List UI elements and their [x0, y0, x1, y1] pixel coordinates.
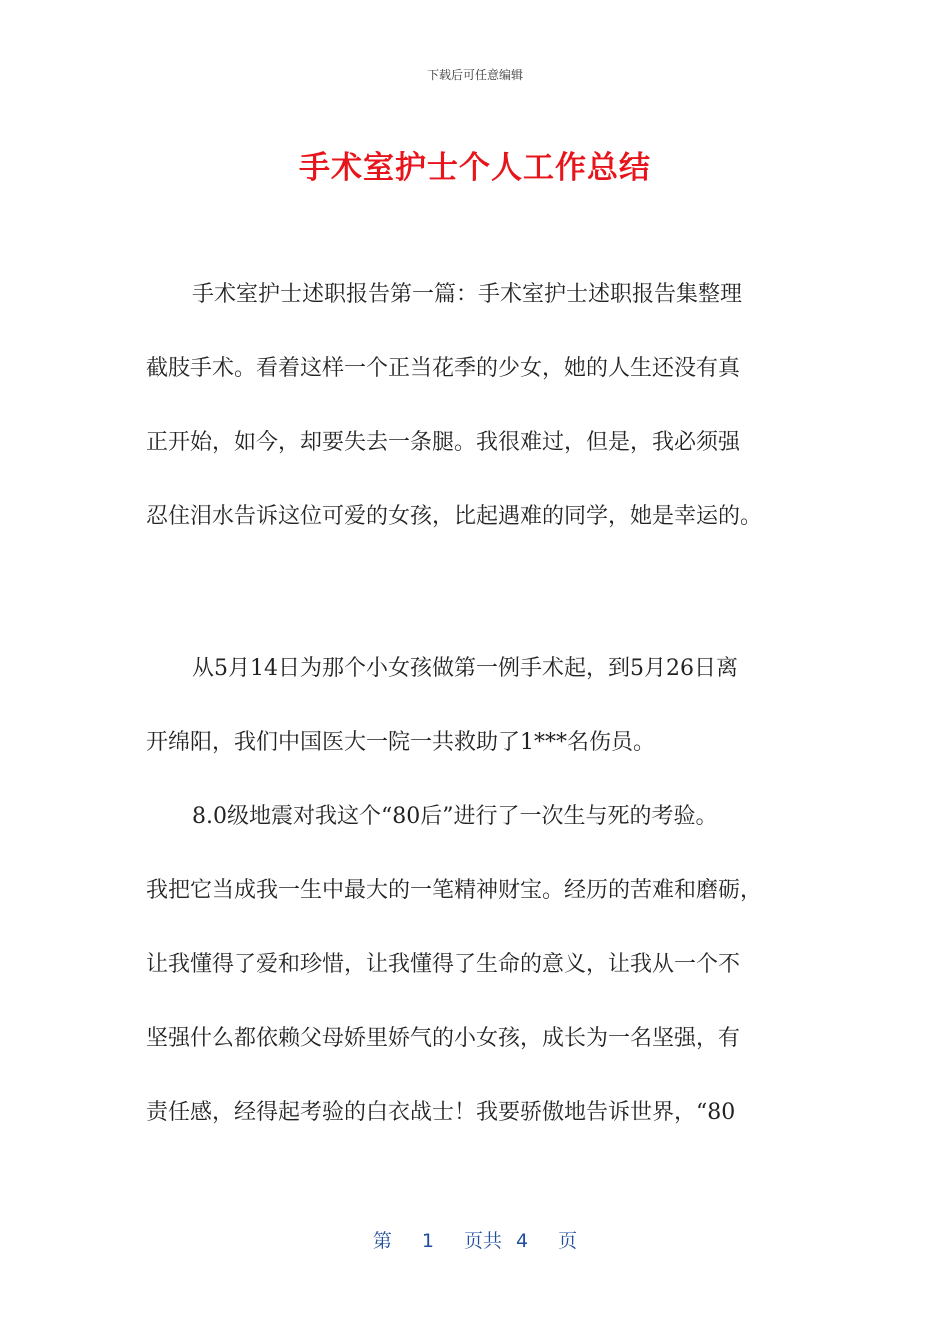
footer-page-prefix: 第: [372, 1230, 392, 1252]
paragraph-line: 手术室护士述职报告第一篇：手术室护士述职报告集整理: [192, 282, 743, 307]
paragraph-line: 正开始，如今，却要失去一条腿。我很难过，但是，我必须强: [146, 430, 741, 455]
footer-page-number: 1: [421, 1230, 434, 1252]
paragraph-line: 截肢手术。看着这样一个正当花季的少女，她的人生还没有真: [146, 356, 741, 381]
paragraph-line: 责任感，经得起考验的白衣战士！我要骄傲地告诉世界，“80: [146, 1100, 736, 1125]
paragraph-line: 忍住泪水告诉这位可爱的女孩，比起遇难的同学，她是幸运的。: [146, 504, 763, 529]
header-note: 下载后可任意编辑: [426, 68, 523, 82]
document-title: 手术室护士个人工作总结: [299, 150, 651, 186]
paragraph-line: 8.0级地震对我这个“80后”进行了一次生与死的考验。: [192, 804, 718, 829]
paragraph-line: 从5月14日为那个小女孩做第一例手术起，到5月26日离: [192, 656, 738, 681]
paragraph-line: 让我懂得了爱和珍惜，让我懂得了生命的意义，让我从一个不: [146, 952, 741, 977]
footer-page-mid: 页共: [463, 1230, 502, 1252]
paragraph-line: 坚强什么都依赖父母娇里娇气的小女孩，成长为一名坚强，有: [146, 1026, 741, 1051]
paragraph-line: 开绵阳，我们中国医大一院一共救助了1***名伤员。: [146, 730, 655, 755]
footer-page-suffix: 页: [558, 1230, 578, 1252]
page-footer: [0, 1226, 950, 1253]
footer-page-total: 4: [516, 1230, 529, 1252]
paragraph-line: 我把它当成我一生中最大的一笔精神财宝。经历的苦难和磨砺，: [146, 878, 763, 903]
